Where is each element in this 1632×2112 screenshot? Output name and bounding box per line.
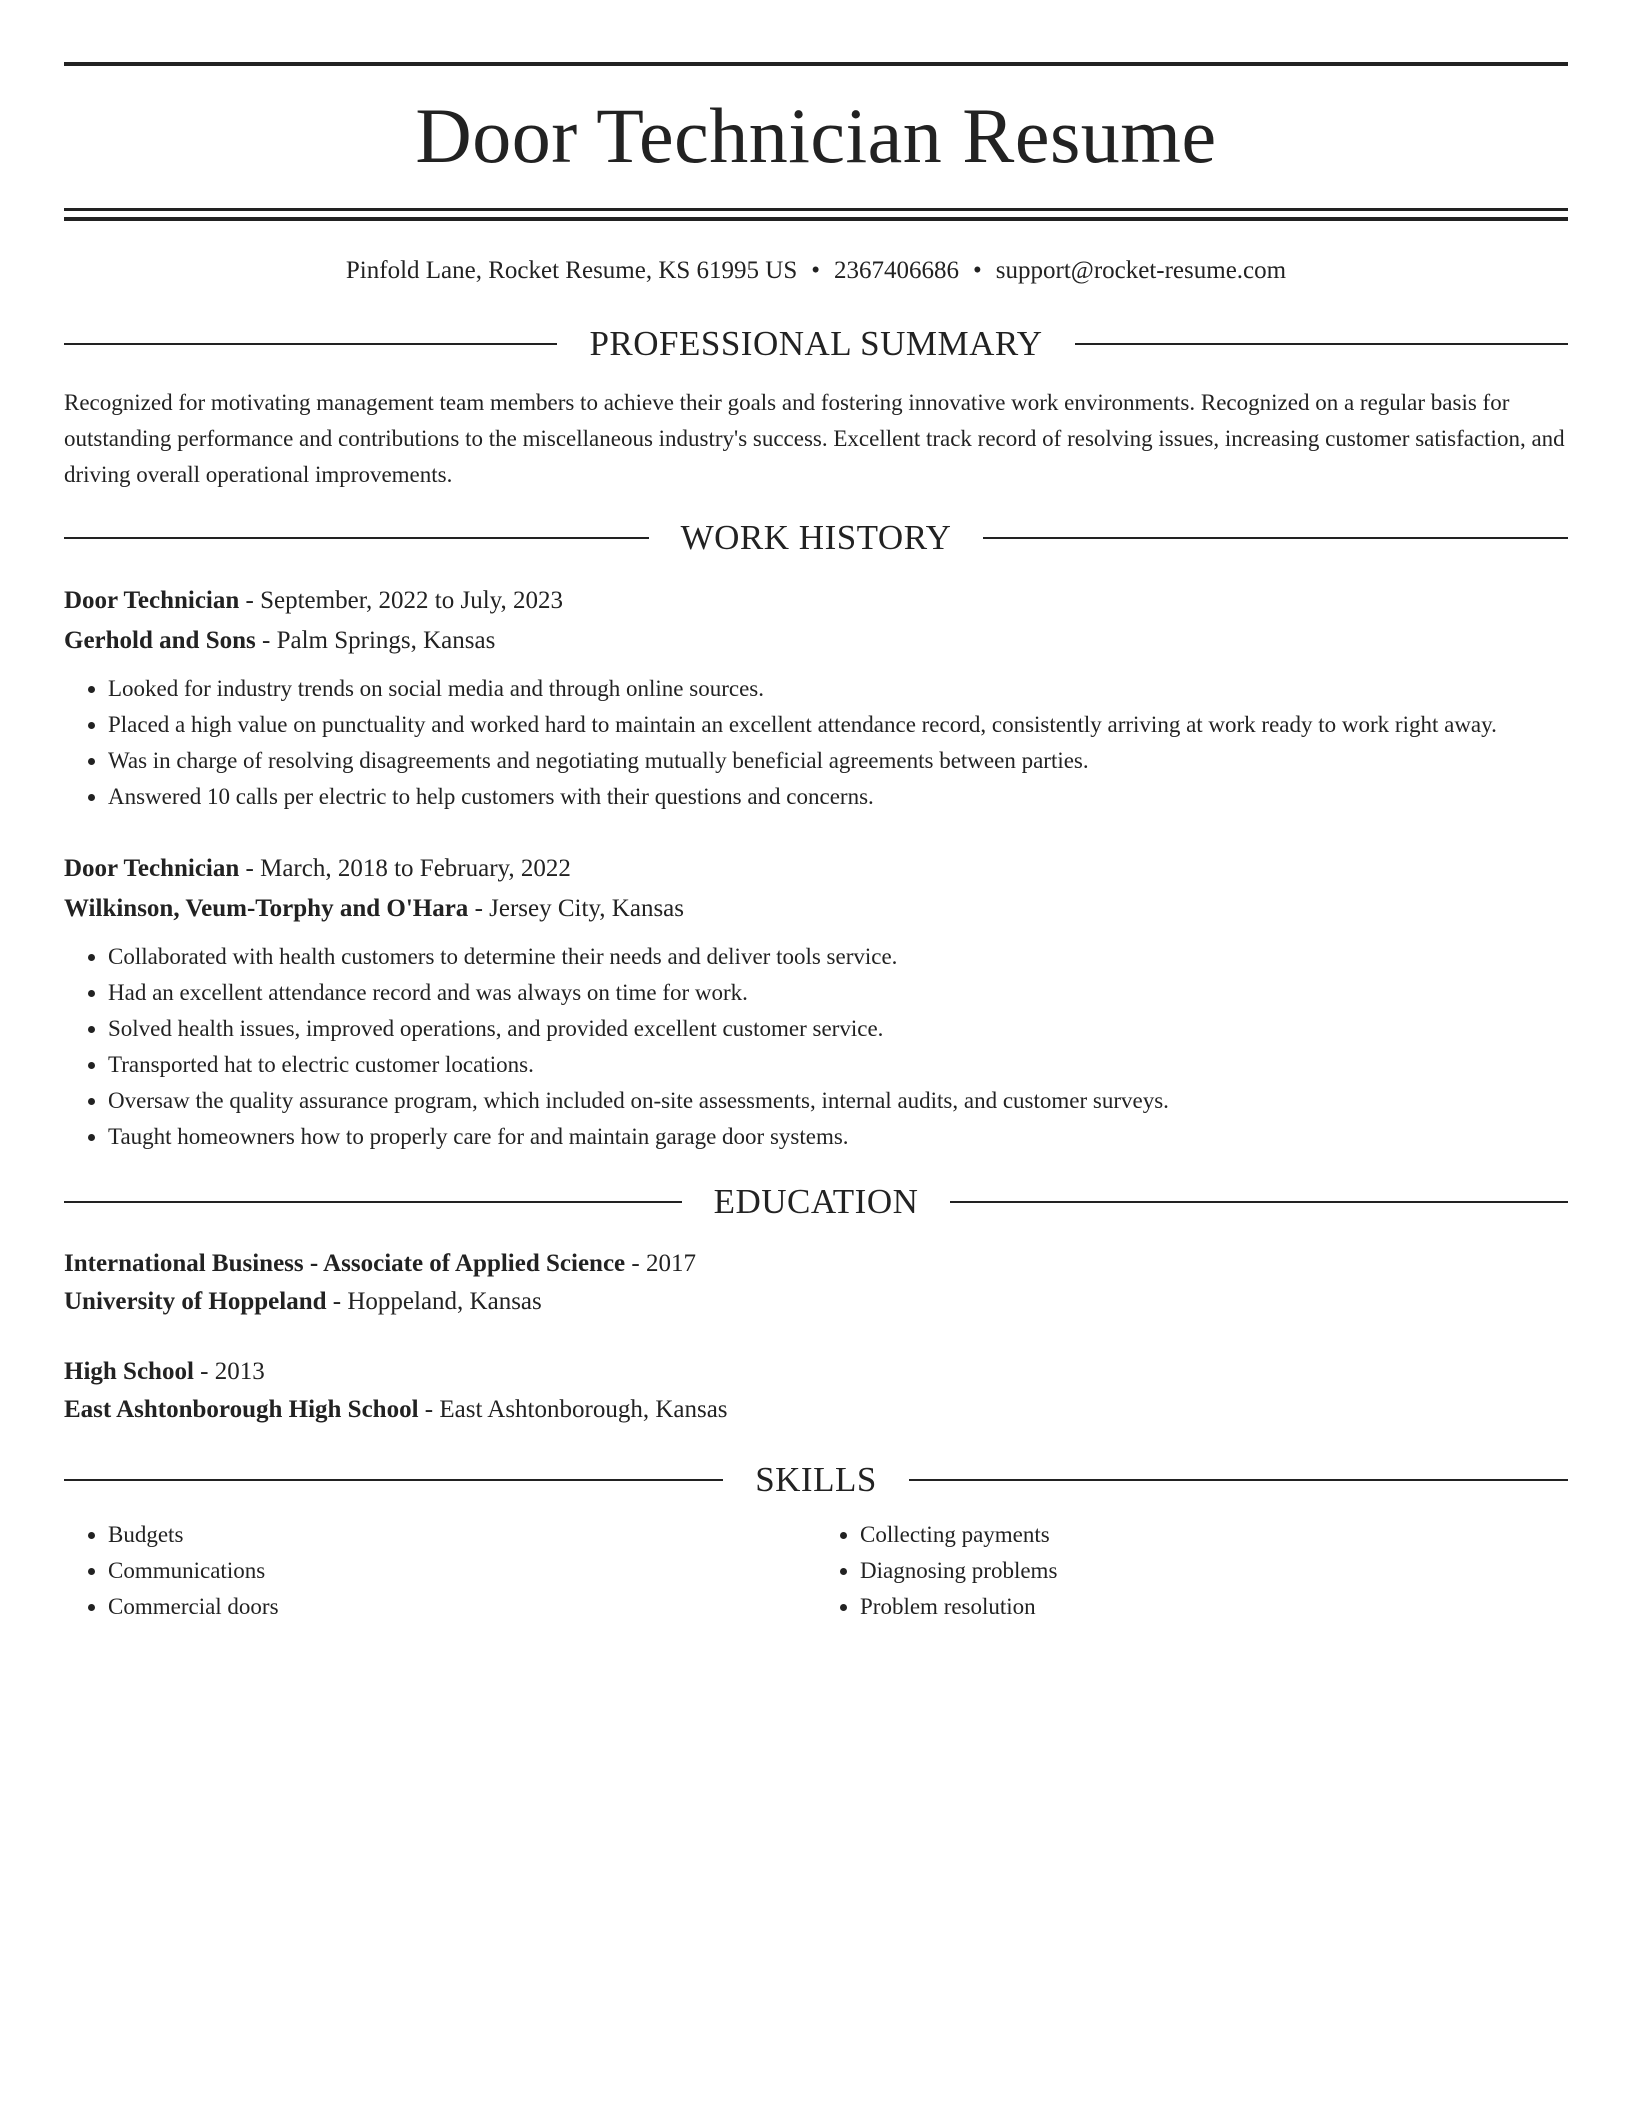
skills-heading-label: SKILLS (755, 1460, 877, 1499)
skills-list-left (64, 1517, 816, 1625)
education-year: - 2013 (193, 1358, 265, 1385)
job-bullets (64, 671, 1568, 815)
heading-rule-left (64, 1201, 682, 1203)
education-location: - Hoppeland, Kansas (326, 1288, 542, 1315)
skill-item: • Communications (108, 1553, 816, 1589)
job-title: Door Technician (64, 587, 240, 614)
skills-section-heading (64, 1459, 1568, 1501)
title-double-rule (64, 208, 1568, 221)
job-bullet: • Answered 10 calls per electric to help customers with their questions and concerns. (108, 779, 1568, 815)
contact-email: support@rocket-resume.com (995, 257, 1287, 284)
work-heading-label: WORK HISTORY (680, 518, 952, 557)
job-title-line (64, 581, 1568, 621)
job-bullet: • Placed a high value on punctuality and worked hard to maintain an excellent attendance record, consistently arriving at work ready to work right away. (108, 707, 1568, 743)
job-bullets (64, 939, 1568, 1155)
education-degree-line (64, 1245, 1568, 1283)
job-company-line (64, 621, 1568, 661)
skill-item: • Collecting payments (860, 1517, 1568, 1553)
education-school: University of Hoppeland (64, 1288, 327, 1315)
job-bullet: • Solved health issues, improved operations, and provided excellent customer service. (108, 1011, 1568, 1047)
job-company: Gerhold and Sons (64, 627, 256, 654)
job-entry (64, 581, 1568, 815)
job-bullet: • Looked for industry trends on social media and through online sources. (108, 671, 1568, 707)
education-year: - 2017 (625, 1250, 696, 1277)
education-entry (64, 1245, 1568, 1321)
heading-rule-left (64, 537, 649, 539)
job-bullet: • Taught homeowners how to properly care for and maintain garage door systems. (108, 1119, 1568, 1155)
job-location: - Palm Springs, Kansas (255, 627, 496, 654)
heading-rule-right (909, 1479, 1568, 1481)
resume-title: Door Technician Resume (415, 92, 1217, 179)
job-bullet: • Oversaw the quality assurance program, which included on-site assessments, internal audits, and customer surveys. (108, 1083, 1568, 1119)
education-school: East Ashtonborough High School (64, 1396, 419, 1423)
heading-rule-left (64, 1479, 723, 1481)
education-school-line (64, 1283, 1568, 1321)
skill-item: • Diagnosing problems (860, 1553, 1568, 1589)
heading-rule-right (1075, 343, 1568, 345)
job-bullet: • Had an excellent attendance record and was always on time for work. (108, 975, 1568, 1011)
education-degree: High School (64, 1358, 194, 1385)
education-heading-label: EDUCATION (713, 1182, 919, 1221)
heading-rule-right (983, 537, 1568, 539)
job-dates: - March, 2018 to February, 2022 (239, 855, 571, 882)
job-company-line (64, 889, 1568, 929)
summary-section-heading (64, 323, 1568, 365)
job-bullet: • Collaborated with health customers to determine their needs and deliver tools service. (108, 939, 1568, 975)
job-location: - Jersey City, Kansas (468, 895, 685, 922)
contact-separator: • (811, 257, 821, 284)
top-rule (64, 62, 1568, 66)
education-degree: International Business - Associate of Applied Science (64, 1250, 626, 1277)
skill-item: • Problem resolution (860, 1589, 1568, 1625)
contact-phone: 2367406686 (834, 257, 960, 284)
skill-item: • Commercial doors (108, 1589, 816, 1625)
education-section-heading (64, 1181, 1568, 1223)
skills-list-right (816, 1517, 1568, 1625)
heading-rule-left (64, 343, 557, 345)
job-title-line (64, 849, 1568, 889)
job-title: Door Technician (64, 855, 240, 882)
summary-text: Recognized for motivating management team members to achieve their goals and fostering innovative work environments. Recognized on a regular basis for outstanding performance and contributions to the miscellaneous industry's success. Excellent track record of resolving issues, increasing customer satisfaction, and driving overall operational improvements. (64, 390, 1565, 487)
job-company: Wilkinson, Veum-Torphy and O'Hara (64, 895, 469, 922)
job-bullet: • Transported hat to electric customer locations. (108, 1047, 1568, 1083)
education-location: - East Ashtonborough, Kansas (418, 1396, 728, 1423)
work-section-heading (64, 517, 1568, 559)
skills-columns (64, 1517, 1568, 1625)
summary-heading-label: PROFESSIONAL SUMMARY (589, 324, 1043, 363)
contact-separator: • (973, 257, 982, 284)
contact-address: Pinfold Lane, Rocket Resume, KS 61995 US (345, 257, 798, 284)
education-entry (64, 1353, 1568, 1429)
skill-item: • Budgets (108, 1517, 816, 1553)
contact-line (64, 255, 1568, 287)
education-school-line (64, 1391, 1568, 1429)
education-degree-line (64, 1353, 1568, 1391)
job-bullet: • Was in charge of resolving disagreements and negotiating mutually beneficial agreements between parties. (108, 743, 1568, 779)
job-entry (64, 849, 1568, 1155)
heading-rule-right (950, 1201, 1568, 1203)
job-dates: - September, 2022 to July, 2023 (239, 587, 564, 614)
